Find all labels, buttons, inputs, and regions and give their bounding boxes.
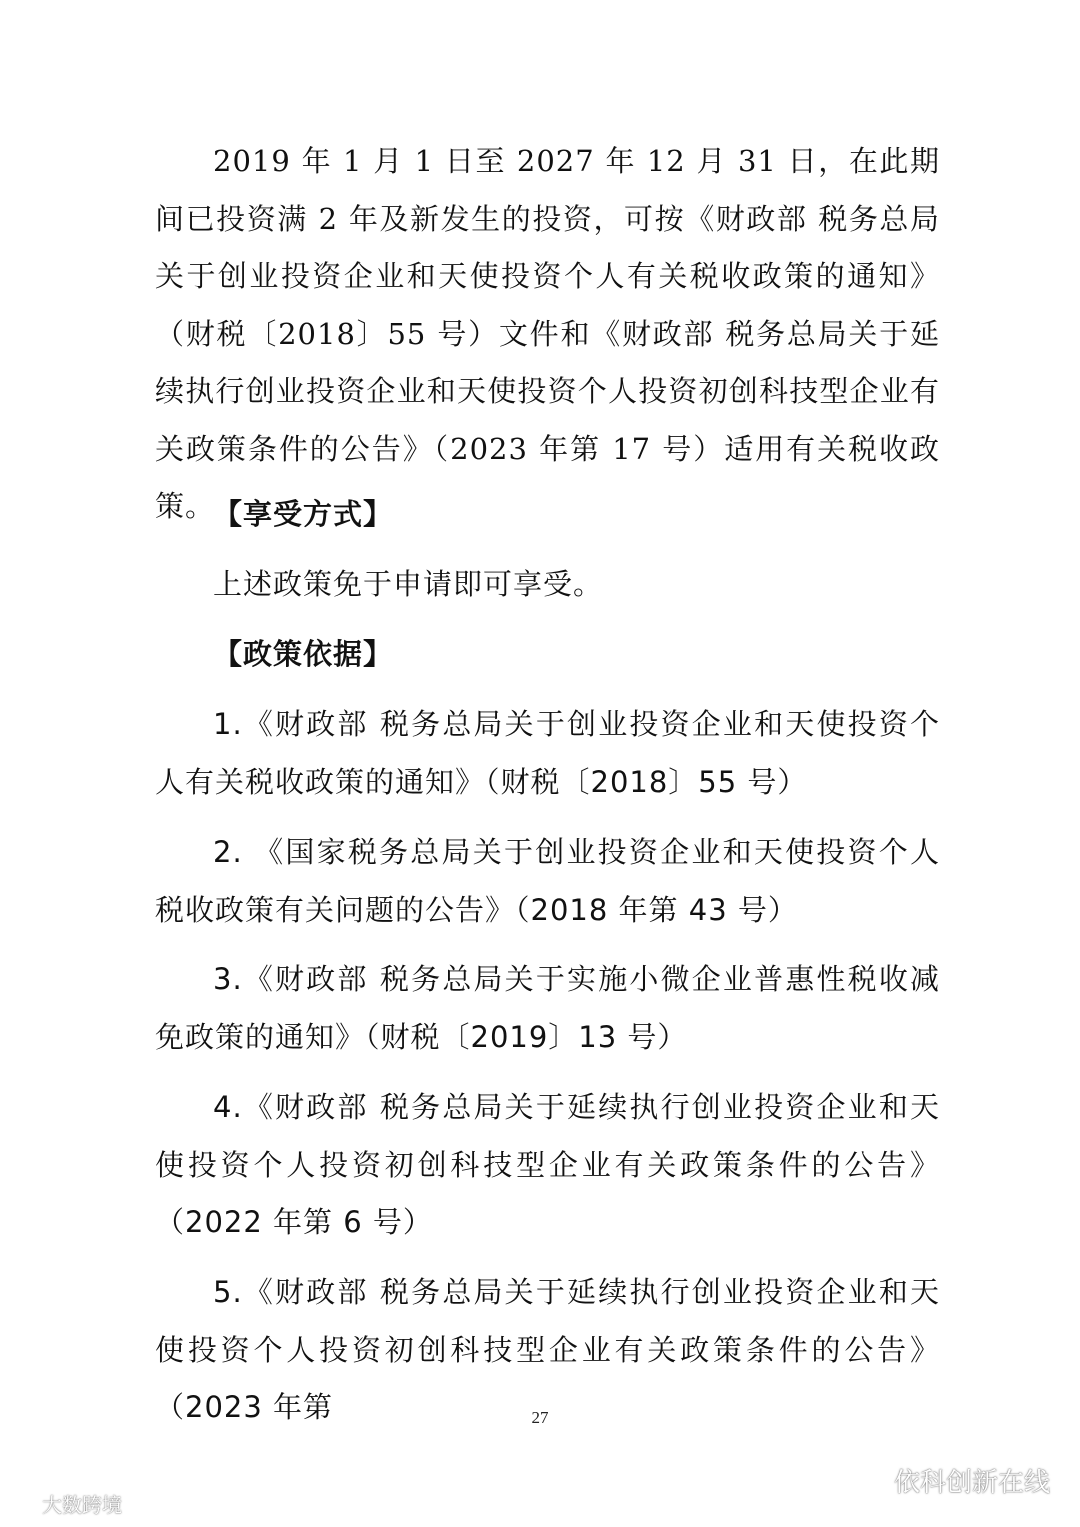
basis-item-2: 2. 《国家税务总局关于创业投资企业和天使投资个人税收政策有关问题的公告》（2018 年第 43 号） (155, 835, 940, 927)
watermark-left-text: 大数跨境 (42, 1492, 122, 1517)
basis-item-3: 3.《财政部 税务总局关于实施小微企业普惠性税收减免政策的通知》（财税〔2019〕13 号） (155, 962, 940, 1054)
brand-logo-icon (4, 1489, 38, 1518)
watermark-left (4, 1488, 122, 1518)
watermark-right-text: 依科创新在线 (893, 1467, 1050, 1498)
basis-item-5: 5.《财政部 税务总局关于延续执行创业投资企业和天使投资个人投资初创科技型企业有关政策条件的公告》（2023 年第 (155, 1275, 940, 1424)
wechat-icon (850, 1462, 886, 1499)
basis-heading: 【政策依据】 (213, 637, 394, 671)
page-number: 27 (531, 1408, 549, 1427)
method-heading: 【享受方式】 (213, 497, 394, 531)
method-text: 上述政策免于申请即可享受。 (213, 567, 604, 601)
watermark-right (850, 1462, 1050, 1498)
basis-item-4: 4.《财政部 税务总局关于延续执行创业投资企业和天使投资个人投资初创科技型企业有关政策条件的公告》（2022 年第 6 号） (155, 1090, 940, 1239)
intro-paragraph: 2019 年 1 月 1 日至 2027 年 12 月 31 日，在此期间已投资满 2 年及新发生的投资，可按《财政部 税务总局关于创业投资企业和天使投资个人有关税收政策的通知》（财税〔2018〕55 号）文件和《财政部 税务总局关于延续执行创业投资企业和天使投资个人投资初创科技型企业有关政策条件的公告》（2023 年第 17 号）适用有关税收政策。 (155, 144, 940, 523)
basis-item-1: 1.《财政部 税务总局关于创业投资企业和天使投资个人有关税收政策的通知》（财税〔2018〕55 号） (155, 707, 940, 799)
